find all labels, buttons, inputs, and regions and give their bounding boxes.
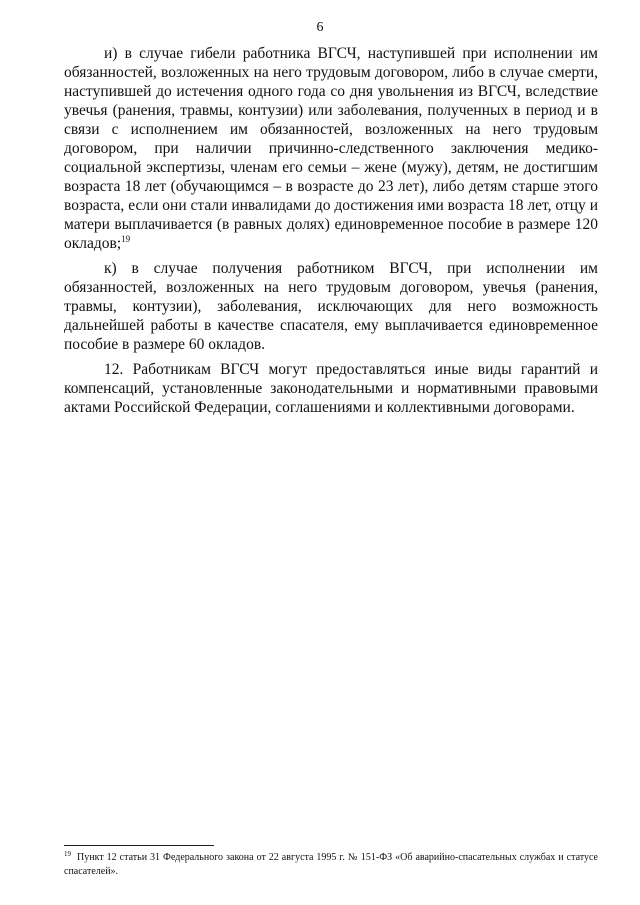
footnote-reference[interactable]: 19 bbox=[121, 233, 131, 244]
paragraph-i bbox=[64, 44, 598, 253]
footnote bbox=[64, 851, 598, 879]
footnote-number: 19 bbox=[64, 849, 71, 858]
paragraph-i-text: и) в случае гибели работника ВГСЧ, наступившей при исполнении им обязанностей, возложенных на него трудовым договором, либо в случае смерти, наступившей до истечения одного года со дня увольнения из ВГСЧ, вследствие увечья (ранения, травмы, контузии) или заболевания, полученных в период и в связи с исполнением им обязанностей, возложенных на него трудовым договором, при наличии причинно-следственного заключения медико-социальной экспертизы, членам его семьи – жене (мужу), детям, не достигшим возраста 18 лет (обучающимся – в возрасте до 23 лет), либо детям старше этого возраста, если они стали инвалидами до достижения ими возраста 18 лет, отцу и матери выплачивается (в равных долях) единовременное пособие в размере 120 окладов; bbox=[64, 45, 598, 252]
footnote-separator bbox=[64, 845, 214, 846]
paragraph-k: к) в случае получения работником ВГСЧ, при исполнении им обязанностей, возложенных на него трудовым договором, увечья (ранения, травмы, контузии), заболевания, исключающих для него возможность дальнейшей работы в качестве спасателя, ему выплачивается единовременное пособие в размере 60 окладов. bbox=[64, 260, 598, 353]
document-body bbox=[64, 44, 598, 423]
page-number: 6 bbox=[316, 20, 324, 35]
footnote-text: Пункт 12 статьи 31 Федерального закона от 22 августа 1995 г. № 151-ФЗ «Об аварийно-спасательных службах и статусе спасателей». bbox=[64, 852, 598, 877]
paragraph-12: 12. Работникам ВГСЧ могут предоставляться иные виды гарантий и компенсаций, установленные законодательными и нормативными правовыми актами Российской Федерации, соглашениями и коллективными договорами. bbox=[64, 361, 598, 416]
